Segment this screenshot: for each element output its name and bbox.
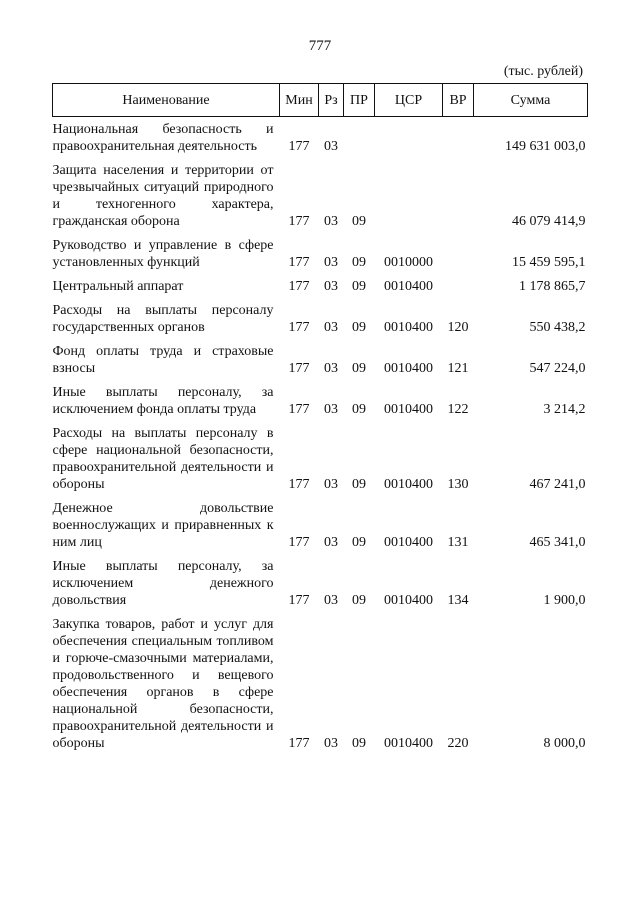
header-name: Наименование	[53, 84, 280, 117]
table-row	[53, 612, 588, 755]
row-rz: 03	[324, 320, 338, 335]
row-csr	[375, 158, 443, 233]
header-pr: ПР	[344, 84, 375, 117]
table-row	[53, 298, 588, 339]
row-sum: 46 079 414,9	[512, 214, 586, 229]
row-name: Центральный аппарат	[52, 279, 184, 294]
header-vr: ВР	[443, 84, 474, 117]
row-vr: 121	[447, 361, 469, 376]
row-csr: 0010400	[384, 402, 433, 417]
row-sum: 1 178 865,7	[519, 279, 586, 294]
row-csr: 0010400	[384, 736, 433, 751]
row-csr	[375, 117, 443, 159]
row-rz: 03	[324, 214, 338, 229]
row-vr: 134	[447, 593, 469, 608]
row-rz: 03	[324, 279, 338, 294]
table-row	[53, 158, 588, 233]
row-pr: 09	[352, 214, 366, 229]
units-label: (тыс. рублей)	[503, 64, 583, 79]
row-vr	[443, 117, 474, 159]
row-name: Расходы на выплаты персоналу в сфере национальной безопасности, правоохранительной деятельности и обороны	[52, 426, 274, 492]
row-min: 177	[288, 320, 310, 335]
row-pr: 09	[352, 361, 366, 376]
row-sum: 1 900,0	[543, 593, 586, 608]
row-pr: 09	[352, 279, 366, 294]
page-number: 777	[308, 38, 332, 54]
table-row	[53, 496, 588, 554]
row-min: 177	[288, 402, 310, 417]
row-vr: 122	[447, 402, 469, 417]
row-csr: 0010400	[384, 593, 433, 608]
header-rz: Рз	[319, 84, 344, 117]
row-name: Фонд оплаты труда и страховые взносы	[52, 344, 274, 376]
row-min: 177	[288, 255, 310, 270]
row-csr: 0010400	[384, 535, 433, 550]
row-rz: 03	[324, 477, 338, 492]
table-header-row	[53, 84, 588, 117]
row-sum: 550 438,2	[529, 320, 586, 335]
table-row	[53, 117, 588, 159]
row-rz: 03	[324, 255, 338, 270]
table-row	[53, 554, 588, 612]
row-vr	[443, 233, 474, 274]
row-vr	[443, 274, 474, 298]
table-row	[53, 380, 588, 421]
row-vr: 220	[447, 736, 469, 751]
row-min: 177	[288, 736, 310, 751]
header-sum: Сумма	[474, 84, 588, 117]
row-sum: 465 341,0	[529, 535, 586, 550]
row-rz: 03	[324, 139, 338, 154]
row-min: 177	[288, 361, 310, 376]
row-pr: 09	[352, 477, 366, 492]
row-min: 177	[288, 535, 310, 550]
row-name: Закупка товаров, работ и услуг для обеспечения специальным топливом и горюче-смазочными материалами, продовольственного и вещевого обеспечения органов в сфере национальной безопасности, правоохранительной деятельности и обороны	[52, 617, 274, 751]
row-vr: 131	[447, 535, 469, 550]
row-rz: 03	[324, 736, 338, 751]
row-name: Национальная безопасность и правоохранительная деятельность	[52, 122, 274, 154]
header-min: Мин	[280, 84, 319, 117]
row-sum: 3 214,2	[543, 402, 586, 417]
table-row	[53, 421, 588, 496]
row-pr: 09	[352, 593, 366, 608]
row-name: Иные выплаты персоналу, за исключением фонда оплаты труда	[52, 385, 274, 417]
row-pr: 09	[352, 255, 366, 270]
row-pr	[344, 117, 375, 159]
row-rz: 03	[324, 361, 338, 376]
row-sum: 149 631 003,0	[505, 139, 586, 154]
row-csr: 0010400	[384, 279, 433, 294]
budget-table	[52, 83, 588, 755]
row-pr: 09	[352, 402, 366, 417]
row-sum: 467 241,0	[529, 477, 586, 492]
header-csr: ЦСР	[375, 84, 443, 117]
table-row	[53, 274, 588, 298]
row-rz: 03	[324, 535, 338, 550]
row-rz: 03	[324, 402, 338, 417]
row-name: Руководство и управление в сфере установленных функций	[52, 238, 274, 270]
row-name: Расходы на выплаты персоналу государственных органов	[52, 303, 274, 335]
row-sum: 15 459 595,1	[512, 255, 586, 270]
row-min: 177	[288, 477, 310, 492]
table-row	[53, 233, 588, 274]
row-min: 177	[288, 593, 310, 608]
row-sum: 8 000,0	[543, 736, 586, 751]
row-csr: 0010400	[384, 361, 433, 376]
row-sum: 547 224,0	[529, 361, 586, 376]
row-min: 177	[288, 139, 310, 154]
row-pr: 09	[352, 320, 366, 335]
row-vr	[443, 158, 474, 233]
row-vr: 130	[447, 477, 469, 492]
row-pr: 09	[352, 535, 366, 550]
row-vr: 120	[447, 320, 469, 335]
row-csr: 0010000	[384, 255, 433, 270]
row-name: Защита населения и территории от чрезвычайных ситуаций природного и техногенного характера, гражданская оборона	[52, 163, 274, 229]
row-csr: 0010400	[384, 320, 433, 335]
row-min: 177	[288, 279, 310, 294]
row-name: Денежное довольствие военнослужащих и приравненных к ним лиц	[52, 501, 274, 550]
table-row	[53, 339, 588, 380]
row-name: Иные выплаты персоналу, за исключением денежного довольствия	[52, 559, 274, 608]
row-csr: 0010400	[384, 477, 433, 492]
row-rz: 03	[324, 593, 338, 608]
row-pr: 09	[352, 736, 366, 751]
row-min: 177	[288, 214, 310, 229]
